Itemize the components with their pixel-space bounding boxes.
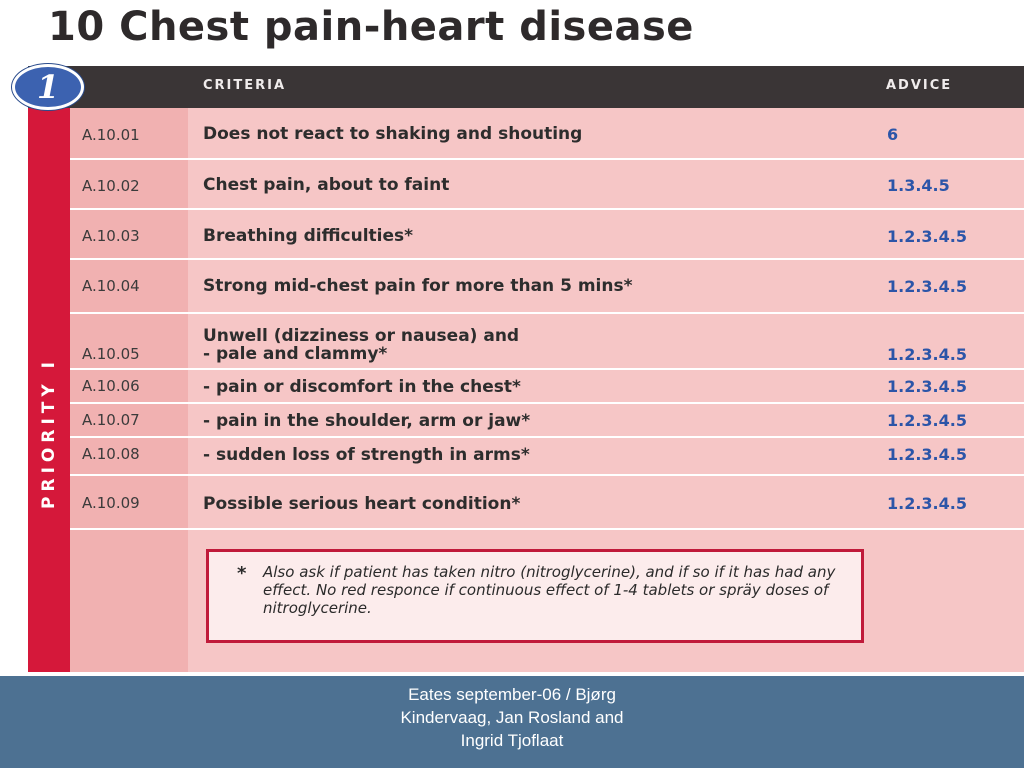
row-criteria: Strong mid-chest pain for more than 5 mins*: [203, 276, 633, 296]
row-code: A.10.06: [82, 377, 140, 395]
row-code: A.10.03: [82, 227, 140, 245]
note-text: Also ask if patient has taken nitro (nitroglycerine), and if so if it has had any effect. No red responce if continuous effect of 1-4 tablets or spräy doses of nitroglycerine.: [263, 563, 836, 617]
row-code: A.10.02: [82, 177, 140, 195]
priority-badge: 1: [12, 64, 84, 110]
row-code: A.10.09: [82, 494, 140, 512]
footer-line-2: Kindervaag, Jan Rosland and: [400, 708, 624, 727]
table-row: [70, 260, 1024, 314]
row-criteria: Breathing difficulties*: [203, 226, 414, 246]
row-code: A.10.05: [82, 345, 140, 363]
footer-line-1: Eates september-06 / Bjørg: [408, 685, 616, 704]
row-criteria: Does not react to shaking and shouting: [203, 124, 583, 144]
note-asterisk: *: [237, 563, 247, 584]
row-criteria-line2: - pale and clammy*: [203, 344, 388, 364]
row-advice: 1.2.3.4.5: [887, 411, 967, 430]
table-row: [70, 160, 1024, 210]
row-advice: 1.2.3.4.5: [887, 277, 967, 296]
table-row: [70, 108, 1024, 160]
table-row: [70, 210, 1024, 260]
nitro-note-box: [206, 549, 864, 643]
advice-column-header: ADVICE: [886, 78, 953, 93]
table-row: [70, 404, 1024, 438]
row-advice: 1.2.3.4.5: [887, 445, 967, 464]
row-criteria: - sudden loss of strength in arms*: [203, 445, 530, 465]
row-code: A.10.07: [82, 411, 140, 429]
row-advice: 6: [887, 125, 899, 144]
page-title: 10 Chest pain-heart disease: [48, 4, 694, 50]
row-criteria: Possible serious heart condition*: [203, 494, 521, 514]
footer-line-3: Ingrid Tjoflaat: [460, 731, 564, 750]
table-row: [70, 370, 1024, 404]
table-row: [70, 438, 1024, 476]
row-advice: 1.2.3.4.5: [887, 227, 967, 246]
row-code: A.10.04: [82, 277, 140, 295]
row-advice: 1.2.3.4.5: [887, 345, 967, 364]
criteria-column-header: CRITERIA: [203, 78, 287, 93]
row-advice: 1.3.4.5: [887, 176, 950, 195]
row-code: A.10.08: [82, 445, 140, 463]
row-criteria-line1: Unwell (dizziness or nausea) and: [203, 326, 520, 346]
table-row: [70, 476, 1024, 530]
row-code: A.10.01: [82, 126, 140, 144]
footer-bar: [0, 676, 1024, 768]
row-criteria: - pain in the shoulder, arm or jaw*: [203, 411, 531, 431]
row-advice: 1.2.3.4.5: [887, 494, 967, 513]
priority-strip: [28, 108, 70, 672]
row-criteria: - pain or discomfort in the chest*: [203, 377, 521, 397]
row-criteria: Chest pain, about to faint: [203, 175, 450, 195]
priority-label: PRIORITY I: [39, 357, 59, 509]
table-row: [70, 314, 1024, 370]
footer-credits: [362, 683, 662, 752]
row-advice: 1.2.3.4.5: [887, 377, 967, 396]
